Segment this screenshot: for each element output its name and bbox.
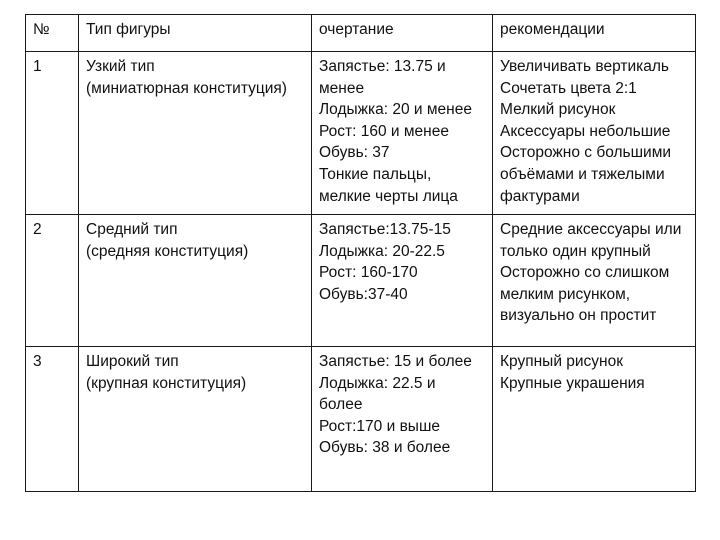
recommendations-cell: Увеличивать вертикаль Сочетать цвета 2:1 Мелкий рисунок Аксессуары небольшие Осторожно с большими объёмами и тяжелыми фактурами — [493, 52, 696, 215]
header-figure-type: Тип фигуры — [79, 15, 312, 52]
figure-types-table — [25, 14, 696, 492]
outline-cell: Запястье:13.75-15 Лодыжка: 20-22.5 Рост: 160-170 Обувь:37-40 — [312, 215, 493, 347]
figure-type-cell: Узкий тип (миниатюрная конституция) — [79, 52, 312, 215]
outline-cell: Запястье: 13.75 и менее Лодыжка: 20 и менее Рост: 160 и менее Обувь: 37 Тонкие пальцы, мелкие черты лица — [312, 52, 493, 215]
table-row — [26, 347, 696, 492]
row-number: 1 — [26, 52, 79, 215]
recommendations-cell: Крупный рисунок Крупные украшения — [493, 347, 696, 492]
figure-type-cell: Широкий тип (крупная конституция) — [79, 347, 312, 492]
figure-type-cell: Средний тип (средняя конституция) — [79, 215, 312, 347]
header-recommendations: рекомендации — [493, 15, 696, 52]
outline-cell: Запястье: 15 и более Лодыжка: 22.5 и более Рост:170 и выше Обувь: 38 и более — [312, 347, 493, 492]
table-row — [26, 215, 696, 347]
table-row — [26, 52, 696, 215]
table-header-row — [26, 15, 696, 52]
header-outline: очертание — [312, 15, 493, 52]
header-number: № — [26, 15, 79, 52]
row-number: 2 — [26, 215, 79, 347]
row-number: 3 — [26, 347, 79, 492]
recommendations-cell: Средние аксессуары или только один крупный Осторожно со слишком мелким рисунком, визуально он простит — [493, 215, 696, 347]
